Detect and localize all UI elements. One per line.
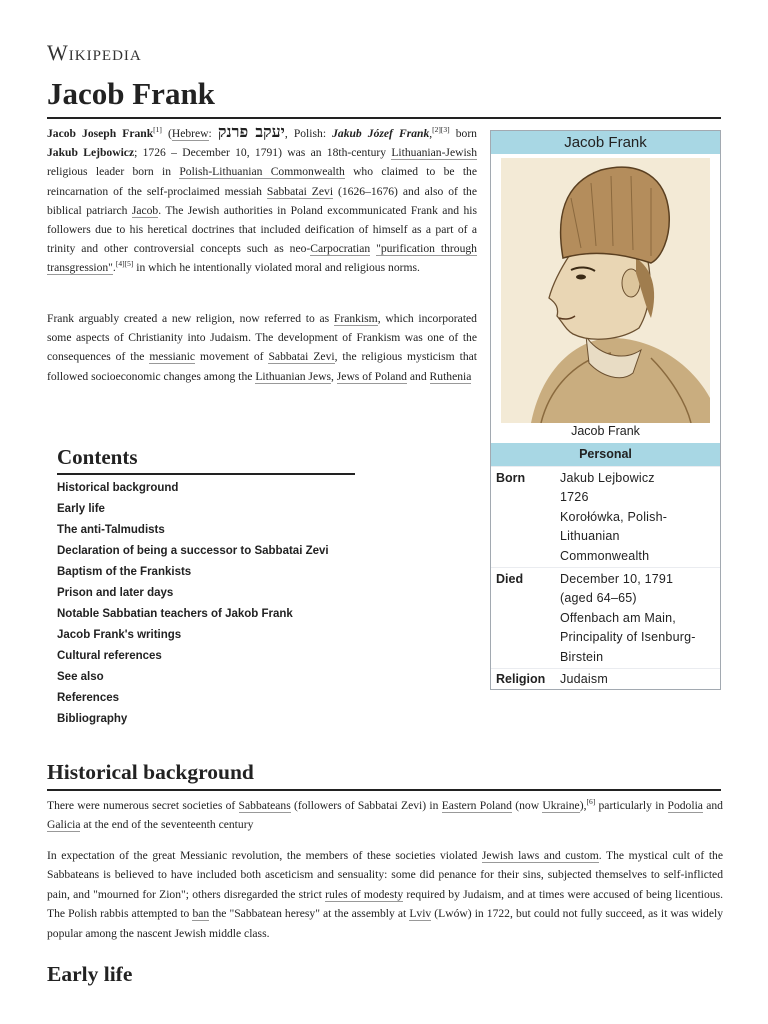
lead-text: , the religious mysticism that followed socioeconomic changes among the — [47, 350, 477, 383]
toc-item[interactable]: Bibliography — [57, 713, 128, 725]
infobox-section-personal: Personal — [491, 443, 720, 466]
lead-text: and — [409, 369, 427, 383]
purification-link[interactable]: "purification through transgression" — [47, 242, 477, 275]
died-line: December 10, 1791 — [560, 572, 674, 586]
infobox-row-religion — [491, 668, 720, 691]
jacob-link[interactable]: Jacob — [131, 203, 159, 217]
died-line: Offenbach am Main, — [560, 610, 676, 625]
toc-item[interactable]: References — [57, 692, 120, 704]
lithuanian-jewish-link[interactable]: Lithuanian-Jewish — [391, 146, 477, 160]
body-text: at the end of the seventeenth century — [83, 818, 254, 832]
infobox-row-died — [491, 567, 720, 669]
ruthenia-link[interactable]: Ruthenia — [429, 369, 472, 383]
born-label: Born — [496, 471, 526, 485]
sabbateans-link[interactable]: Sabbateans — [238, 799, 291, 812]
born-prefix: born — [455, 127, 477, 140]
religion-value: Judaism — [560, 672, 608, 686]
toc-item[interactable]: See also — [57, 671, 104, 683]
toc-item[interactable]: Baptism of the Frankists — [57, 566, 192, 578]
carpocratian-link[interactable]: Carpocratian — [310, 242, 371, 256]
toc-item[interactable]: Historical background — [57, 482, 179, 494]
lead-paragraph-2: Frank arguably created a new religion, now referred to as Frankism, which incorporated some aspects of Christianity into Judaism. The development of Frankism was one of the consequences of the messianic movement of Sabbatai Zevi, the religious mysticism that followed socioeconomic changes among the Lithuanian Jews, Jews of Poland and Ruthenia — [47, 312, 477, 383]
body-text: ), — [579, 799, 587, 812]
jewish-laws-link[interactable]: Jewish laws and custom — [481, 849, 599, 862]
body-text: (Lwów) in 1722, but could not fully succeed, as it was widely popular among the nascent Jewish middle class. — [47, 907, 724, 940]
historical-paragraph-2 — [47, 846, 723, 943]
contents-divider — [57, 473, 355, 475]
born-line: Lithuanian — [560, 529, 620, 544]
ref-link[interactable]: [4][5] — [115, 259, 134, 269]
title-divider — [47, 117, 721, 119]
body-text: There were numerous secret societies of — [47, 799, 236, 812]
body-text: (followers of Sabbatai Zevi) in — [293, 799, 439, 812]
ref-link[interactable]: [1] — [153, 125, 162, 135]
galicia-link[interactable]: Galicia — [47, 818, 81, 832]
lviv-link[interactable]: Lviv — [409, 907, 432, 921]
historical-paragraph-1 — [47, 796, 723, 835]
died-line: Birstein — [560, 649, 604, 664]
body-text: . The mystical cult of the Sabbateans is believed to have included both asceticism and sensuality: some did penance for their sins, subjected themselves to self-inflicted pain, and "mourned for Zion"; others disregarded the strict — [47, 849, 723, 901]
rules-of-modesty-link[interactable]: rules of modesty — [325, 887, 404, 901]
section-divider — [47, 789, 721, 791]
body-text: and — [706, 799, 723, 812]
polish-label: Polish — [293, 127, 323, 140]
born-line: Korołówka, Polish- — [560, 509, 668, 524]
toc-item[interactable]: Declaration of being a successor to Sabbatai Zevi — [57, 545, 329, 557]
lead-text: (1626–1676) and also of the biblical patriarch — [47, 184, 477, 217]
lithuanian-jews-link[interactable]: Lithuanian Jews — [255, 369, 331, 383]
lead-text: religious leader born in — [47, 165, 172, 179]
ref-link[interactable]: [6] — [586, 797, 596, 807]
lead-text: , which incorporated some aspects of Christianity into Judaism. The development of Frankism was one of the consequences of the — [47, 312, 477, 364]
body-text: (now — [515, 799, 540, 812]
podolia-link[interactable]: Podolia — [667, 799, 703, 812]
died-value — [560, 570, 715, 667]
messianic-link[interactable]: messianic — [149, 350, 196, 364]
toc-item[interactable]: Cultural references — [57, 650, 162, 662]
born-line: Commonwealth — [560, 548, 650, 563]
hebrew-name: יעקב פרנק — [217, 124, 285, 141]
section-heading-historical: Historical background — [47, 760, 254, 784]
section-heading-early-life: Early life — [47, 962, 133, 986]
lead-text: in which he intentionally violated moral and religious norms. — [136, 261, 420, 275]
body-text: the "Sabbatean heresy" at the assembly at — [212, 907, 407, 921]
jews-of-poland-link[interactable]: Jews of Poland — [336, 369, 407, 383]
commonwealth-link[interactable]: Polish-Lithuanian Commonwealth — [179, 165, 345, 179]
born-line: Jakub Lejbowicz — [560, 471, 655, 485]
table-of-contents — [57, 480, 329, 732]
lead-text: Frank arguably created a new religion, now referred to as — [47, 312, 330, 325]
sabbatai-zevi-link[interactable]: Sabbatai Zevi — [266, 184, 334, 198]
birth-name: Jakub Lejbowicz — [47, 146, 135, 160]
polish-name: Jakub Józef Frank — [332, 127, 430, 140]
infobox — [490, 130, 721, 690]
died-line: Principality of Isenburg- — [560, 630, 696, 645]
page-title: Jacob Frank — [47, 76, 215, 111]
lead-text: movement of — [200, 350, 264, 364]
ukraine-link[interactable]: Ukraine — [542, 799, 580, 812]
toc-item[interactable]: Prison and later days — [57, 587, 174, 599]
born-value — [560, 469, 715, 566]
ref-link[interactable]: [2][3] — [432, 125, 450, 135]
born-line: 1726 — [560, 490, 589, 505]
wikipedia-logo[interactable] — [47, 40, 142, 66]
lead-text: . The Jewish authorities in Poland excommunicated Frank and his followers due to his heretical doctrines that included deification of himself as a part of a trinity and other controversial concepts such as neo- — [47, 203, 477, 256]
toc-item[interactable]: Early life — [57, 503, 105, 515]
lead-text: ; 1726 – December 10, 1791) was an 18th-century — [134, 146, 387, 160]
subject-name: Jacob Joseph Frank — [47, 127, 154, 140]
hebrew-link[interactable]: Hebrew — [171, 127, 209, 140]
religion-label: Religion — [496, 672, 546, 686]
body-text: required by Judaism, and at times were accused of being licentious. The Polish rabbis attempted to — [47, 887, 724, 921]
eastern-poland-link[interactable]: Eastern Poland — [441, 799, 512, 812]
contents-title: Contents — [57, 445, 138, 469]
frankism-link[interactable]: Frankism — [333, 312, 378, 325]
infobox-title: Jacob Frank — [491, 131, 720, 154]
portrait-caption: Jacob Frank — [571, 424, 640, 438]
toc-item[interactable]: Jacob Frank's writings — [57, 629, 182, 641]
lead-paragraph: Jacob Joseph Frank[1] (Hebrew: יעקב פרנק, Polish: Jakub Józef Frank,[2][3] born Jakub Lejbowicz; 1726 – December 10, 1791) was an 18th-century Lithuanian-Jewish religious leader born in Polish-Lithuanian Commonwealth who claimed to be the reincarnation of the self-proclaimed messiah Sabbatai Zevi (1626–1676) and also of the biblical patriarch Jacob. The Jewish authorities in Poland excommunicated Frank and his followers due to his heretical doctrines that included deification of himself as a part of a trinity and other controversial concepts such as neo-Carpocratian "purification through transgression".[4][5] in which he intentionally violated moral and religious norms. — [47, 124, 477, 275]
infobox-row-born — [491, 466, 720, 568]
logo-text: Wikipedia — [47, 40, 142, 65]
died-label: Died — [496, 572, 524, 586]
lead-text: who claimed to be the reincarnation of the self-proclaimed messiah — [47, 165, 477, 198]
portrait-image[interactable] — [501, 158, 710, 423]
ban-link[interactable]: ban — [192, 907, 210, 921]
toc-item[interactable]: Notable Sabbatian teachers of Jakob Frank — [57, 608, 293, 620]
died-line: (aged 64–65) — [560, 591, 637, 606]
sabbatai-zevi-link[interactable]: Sabbatai Zevi — [268, 350, 335, 364]
body-text: In expectation of the great Messianic revolution, the members of these societies violated — [47, 849, 478, 862]
body-text: particularly in — [598, 799, 665, 812]
toc-item[interactable]: The anti-Talmudists — [57, 524, 165, 536]
